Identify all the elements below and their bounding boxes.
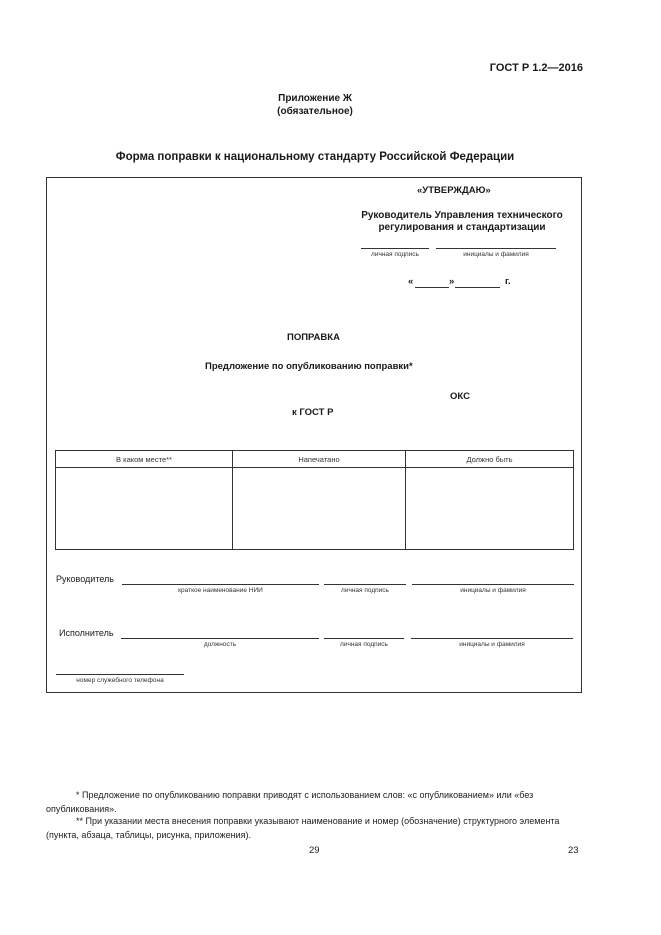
phone-line xyxy=(56,674,184,675)
approval-day-line xyxy=(415,287,449,288)
cell-should-be[interactable] xyxy=(406,468,574,550)
annex-title: Приложение Ж xyxy=(278,93,352,104)
executor-label: Исполнитель xyxy=(59,628,114,638)
header-printed: Напечатано xyxy=(233,451,406,468)
approval-date-mid: » xyxy=(449,276,455,287)
page-number-right: 23 xyxy=(568,845,579,856)
amendment-form-frame xyxy=(46,177,582,693)
footnote-proposal: * Предложение по опубликованию поправки приводят с использованием слов: «с опубликованием» или «без опубликования». xyxy=(46,790,534,814)
cell-printed[interactable] xyxy=(233,468,406,550)
approval-position xyxy=(347,210,577,234)
correction-table xyxy=(55,450,574,550)
cell-location[interactable] xyxy=(56,468,233,550)
executor-position-line xyxy=(121,638,319,639)
approval-stamp: «УТВЕРЖДАЮ» xyxy=(417,185,491,196)
head-name-line xyxy=(412,584,574,585)
to-standard-label: к ГОСТ Р xyxy=(292,407,334,418)
page-number-center: 29 xyxy=(309,845,320,856)
executor-name-line xyxy=(411,638,573,639)
approval-signature-line xyxy=(361,248,429,249)
approval-position-line2: регулирования и стандартизации xyxy=(378,222,546,233)
correction-table-row xyxy=(56,468,574,550)
approval-signature-caption: личная подпись xyxy=(371,251,419,258)
head-signature-line xyxy=(324,584,406,585)
head-org-caption: краткое наименование НИИ xyxy=(178,587,263,594)
executor-position-caption: должность xyxy=(203,641,237,648)
header-should-be: Должно быть xyxy=(406,451,574,468)
oks-label: ОКС xyxy=(450,391,470,402)
executor-name-caption: инициалы и фамилия xyxy=(459,641,525,648)
correction-table-header xyxy=(56,451,574,468)
head-org-line xyxy=(122,584,319,585)
head-signature-caption: личная подпись xyxy=(341,587,389,594)
executor-signature-caption: личная подпись xyxy=(340,641,388,648)
document-id: ГОСТ Р 1.2—2016 xyxy=(489,62,583,74)
amendment-title: ПОПРАВКА xyxy=(287,332,340,343)
approval-month-line xyxy=(455,287,500,288)
head-label: Руководитель xyxy=(56,574,114,584)
head-name-caption: инициалы и фамилия xyxy=(460,587,526,594)
approval-date-open: « xyxy=(408,276,414,287)
phone-caption: номер служебного телефона xyxy=(76,677,164,684)
approval-name-caption: инициалы и фамилия xyxy=(463,251,529,258)
approval-date-suffix: г. xyxy=(505,276,511,287)
annex-heading xyxy=(0,92,630,118)
footnote-location: ** При указании места внесения поправки указывают наименование и номер (обозначение) структурного элемента (пункта, абзаца, таблицы, рисунка, приложения). xyxy=(46,816,560,840)
form-title: Форма поправки к национальному стандарту Российской Федерации xyxy=(115,151,515,163)
header-location: В каком месте** xyxy=(56,451,233,468)
approval-name-line xyxy=(436,248,556,249)
approval-position-line1: Руководитель Управления технического xyxy=(361,210,563,221)
executor-signature-line xyxy=(324,638,404,639)
annex-status: (обязательное) xyxy=(277,106,353,117)
amendment-proposal: Предложение по опубликованию поправки* xyxy=(205,361,413,372)
